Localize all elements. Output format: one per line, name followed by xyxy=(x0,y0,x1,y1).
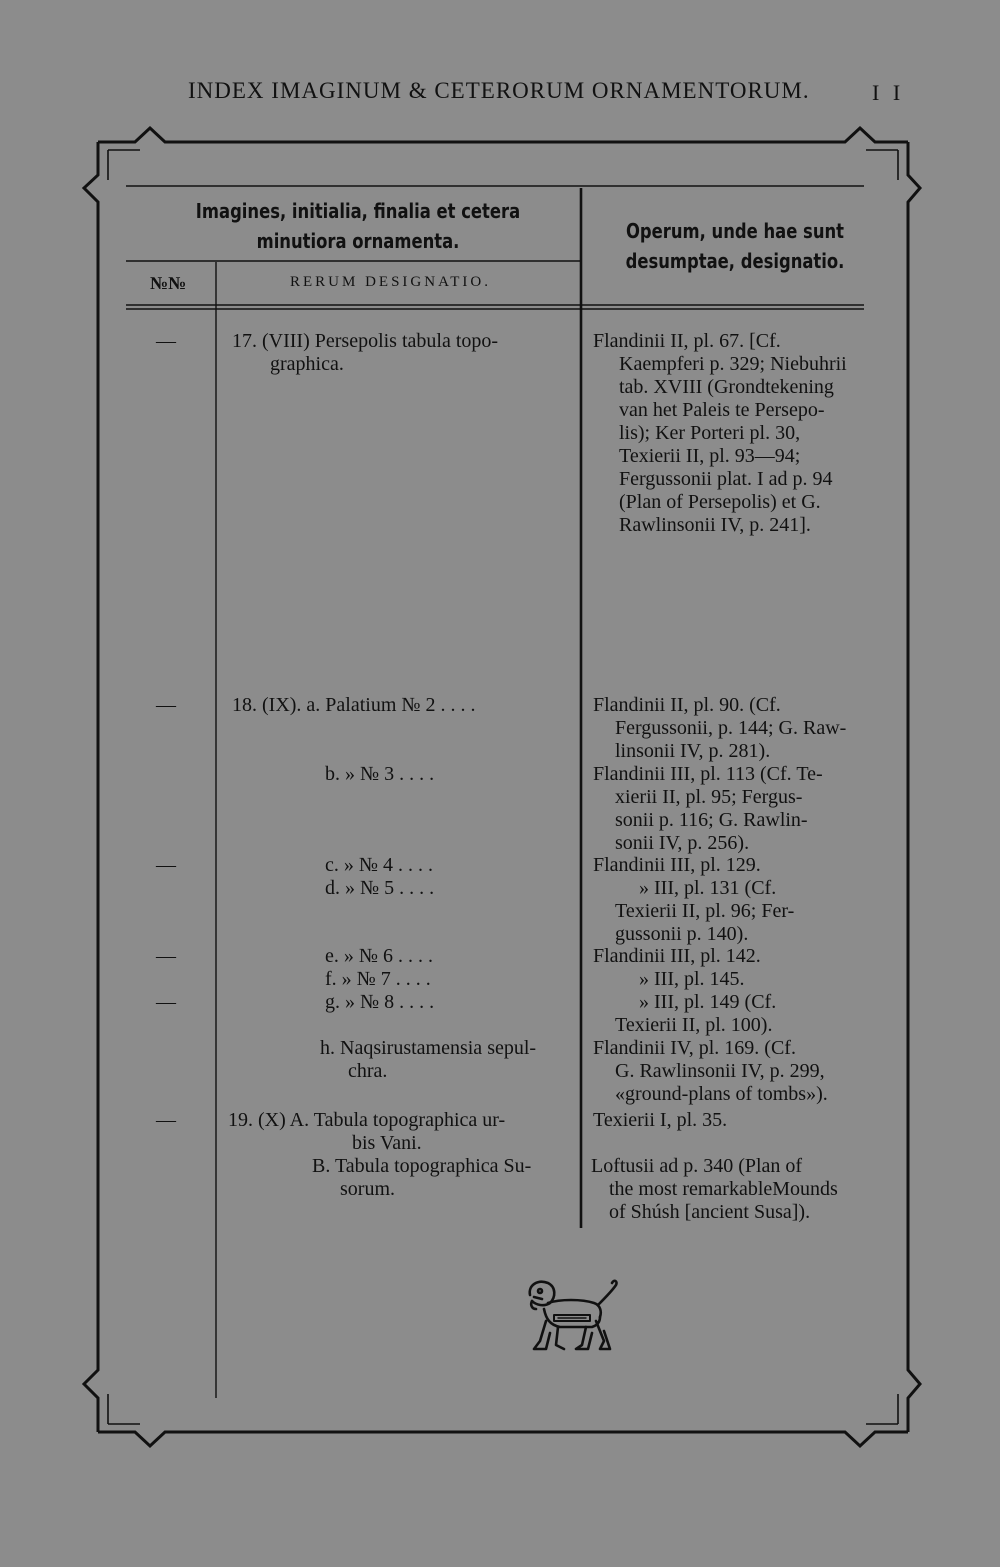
row-description: c. » № 4 . . . . xyxy=(325,854,433,876)
row-description: e. » № 6 . . . . xyxy=(325,945,433,967)
header-right: Operum, unde hae sunt desumptae, designatio. xyxy=(625,219,845,273)
row-source: Flandinii III, pl. 113 (Cf. Te- xierii II, pl. 95; Fergus- sonii p. 116; G. Rawlin- sonii IV, p. 256). xyxy=(593,763,823,854)
row-description: B. Tabula topographica Su- sorum. xyxy=(312,1155,532,1200)
running-head: INDEX IMAGINUM & CETERORUM ORNAMENTORUM. xyxy=(188,78,810,103)
row-description: h. Naqsirustamensia sepul- chra. xyxy=(320,1037,537,1082)
row-source: Flandinii III, pl. 142. xyxy=(593,945,761,967)
row-source: Flandinii IV, pl. 169. (Cf. G. Rawlinsonii IV, p. 299, «ground-plans of tombs»). xyxy=(593,1037,828,1105)
header-left: Imagines, initialia, finalia et cetera minutiora ornamenta. xyxy=(195,199,521,253)
row-description: b. » № 3 . . . . xyxy=(325,763,435,785)
row-source: » III, pl. 149 (Cf. Texierii II, pl. 100). xyxy=(615,991,777,1036)
row-source: Texierii I, pl. 35. xyxy=(593,1109,728,1131)
row-description: g. » № 8 . . . . xyxy=(325,991,435,1013)
row-dash: — xyxy=(156,991,176,1013)
row-source: Flandinii II, pl. 67. [Cf. Kaempferi p. 329; Niebuhrii tab. XVIII (Grondtekening van het Paleis te Persepo- lis); Ker Porteri pl. 30, Texierii II, pl. 93—94; Fergussonii plat. I ad p. 94 (Plan of Persepolis) et G. Rawlinsonii IV, p. 241]. xyxy=(593,330,847,536)
row-source: » III, pl. 131 (Cf. Texierii II, pl. 96; Fer- gussonii p. 140). xyxy=(615,877,795,945)
row-description: f. » № 7 . . . . xyxy=(325,968,431,990)
row-description: 17. (VIII) Persepolis tabula topo- graphica. xyxy=(232,330,499,375)
row-source: Flandinii II, pl. 90. (Cf. Fergussonii, p. 144; G. Raw- linsonii IV, p. 281). xyxy=(593,694,847,762)
row-dash: — xyxy=(156,945,176,967)
row-source: » III, pl. 145. xyxy=(639,968,745,990)
row-dash: — xyxy=(156,694,176,716)
row-description: 18. (IX). a. Palatium № 2 . . . . xyxy=(232,694,476,716)
row-dash: — xyxy=(156,330,176,352)
page-number: I I xyxy=(872,80,905,105)
row-description: d. » № 5 . . . . xyxy=(325,877,435,899)
row-description: 19. (X) A. Tabula topographica ur- bis Vani. xyxy=(228,1109,506,1154)
row-dash: — xyxy=(156,854,176,876)
lion-icon xyxy=(520,1275,620,1357)
row-source: Loftusii ad p. 340 (Plan of the most remarkableMounds of Shúsh [ancient Susa]). xyxy=(591,1155,838,1223)
row-source: Flandinii III, pl. 129. xyxy=(593,854,761,876)
numbers-column-heading: №№ xyxy=(150,273,187,293)
rerum-designatio-heading: RERUM DESIGNATIO. xyxy=(290,274,491,290)
row-dash: — xyxy=(156,1109,176,1131)
